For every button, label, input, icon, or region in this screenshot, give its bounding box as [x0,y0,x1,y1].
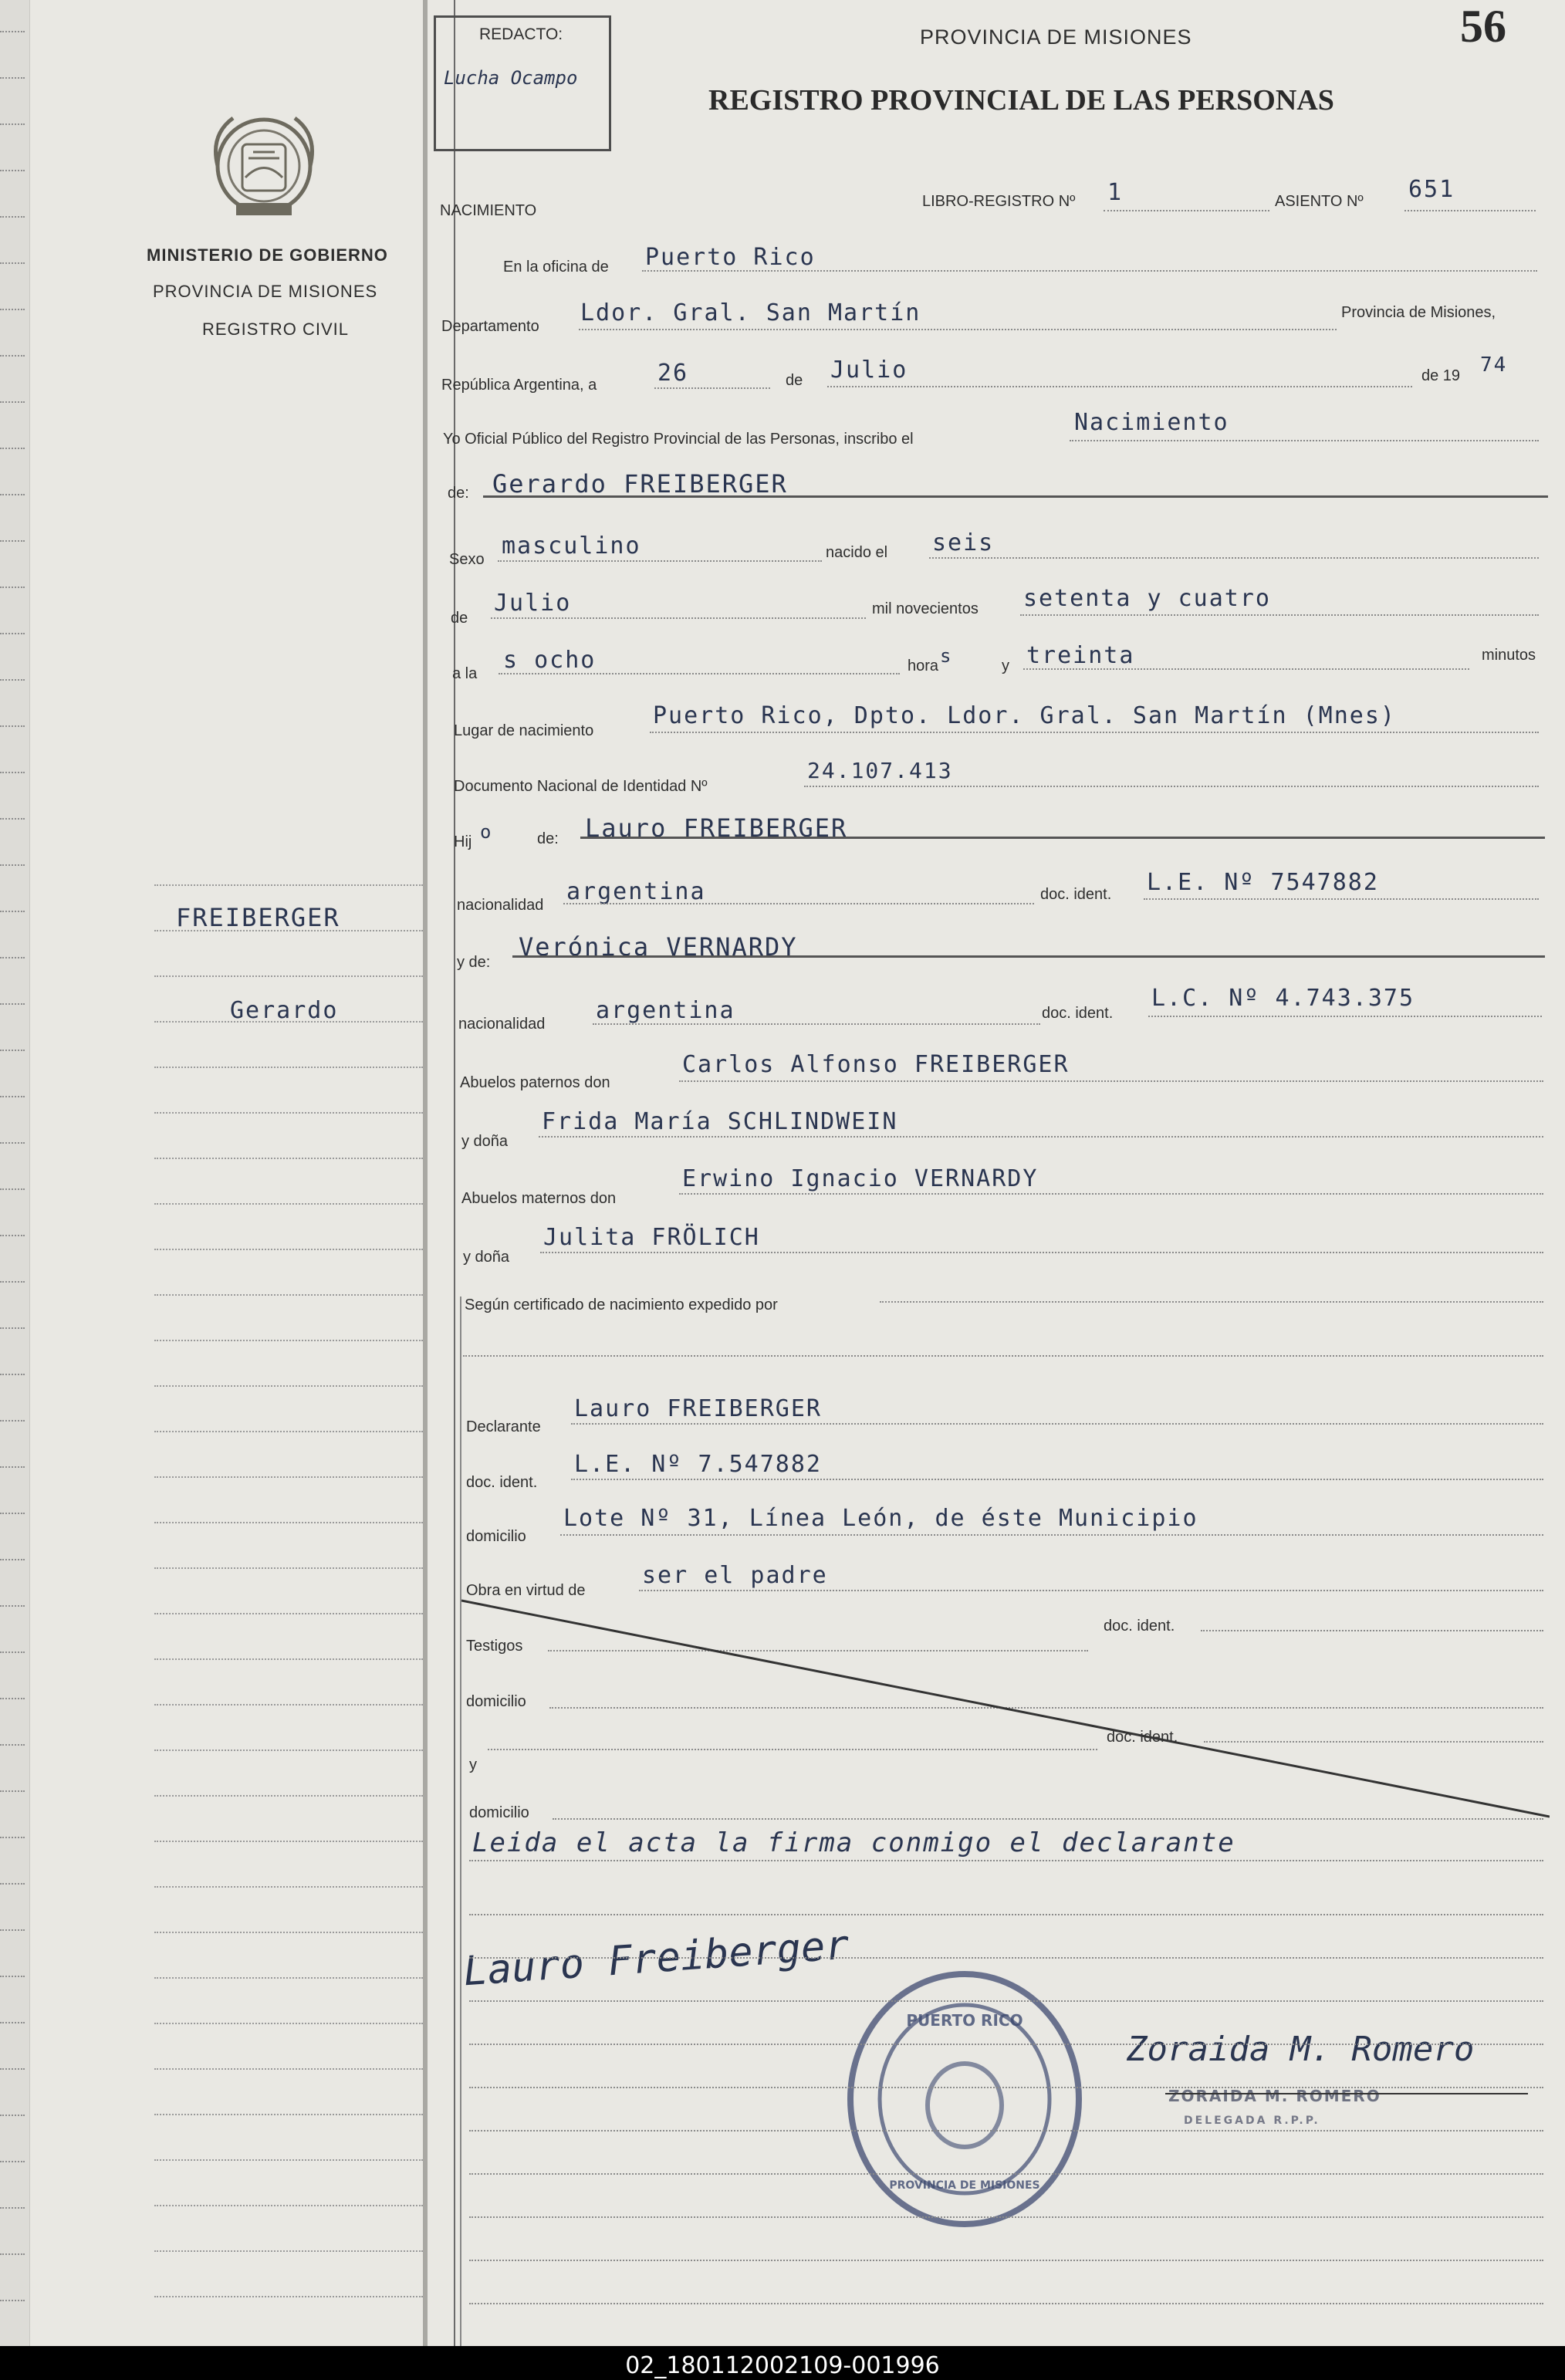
strip-dotted-line [0,77,25,79]
margin-dotted-line [154,1522,423,1523]
margin-dotted-line [154,1249,423,1250]
ministry-line2: PROVINCIA DE MISIONES [153,282,378,301]
t-y-label: y [469,1756,477,1773]
strip-dotted-line [0,633,25,634]
strip-dotted-line [0,2022,25,2023]
strip-dotted-line [0,540,25,542]
form-dotted-line [469,2216,1543,2218]
abuelo-mat-value: Erwino Ignacio VERNARDY [682,1165,1039,1192]
ydona-pat-label: y doña [461,1133,509,1150]
form-dotted-line [469,1957,1543,1959]
ministry-line1: MINISTERIO DE GOBIERNO [147,245,388,265]
abuela-mat-value: Julita FRÖLICH [543,1224,760,1251]
registry-title: REGISTRO PROVINCIAL DE LAS PERSONAS [708,84,1334,117]
form-dotted-line [469,1914,1543,1915]
strip-dotted-line [0,1142,25,1144]
margin-dotted-line [154,1476,423,1478]
madre-value: Verónica VERNARDY [519,932,798,962]
left-margin-strip [0,0,30,2346]
de2-label: de: [448,485,469,502]
hijo-label: Hij [454,833,472,850]
margin-dotted-line [154,1112,423,1114]
strip-dotted-line [0,1883,25,1885]
t-docident2-label: doc. ident. [1107,1729,1178,1746]
sexo-value: masculino [502,532,641,560]
strip-dotted-line [0,1466,25,1468]
oficial-text: Yo Oficial Público del Registro Provincial de las Personas, inscribo el [443,431,914,448]
redacto-label: REDACTO: [479,25,563,43]
year-value: 74 [1480,353,1508,377]
abuela-pat-value: Frida María SCHLINDWEIN [542,1108,898,1135]
de3-label: de [451,610,468,627]
docident-madre-label: doc. ident. [1042,1005,1114,1022]
a-la-label: a la [452,665,478,682]
strip-dotted-line [0,1374,25,1375]
testigos-label: Testigos [466,1638,523,1655]
abuelos-mat-label: Abuelos maternos don [461,1190,617,1207]
domicilio-value: Lote Nº 31, Línea León, de éste Municipio [563,1505,1198,1532]
mes-value: Julio [830,357,908,384]
strip-dotted-line [0,725,25,727]
strip-dotted-line [0,2300,25,2301]
strip-dotted-line [0,1698,25,1699]
declarante-value: Lauro FREIBERGER [574,1395,822,1422]
hijo-suffix: o [480,821,493,843]
official-signature: Zoraida M. Romero [1127,2030,1475,2069]
dia-value: 26 [657,360,689,387]
strip-dotted-line [0,1976,25,1977]
strip-dotted-line [0,494,25,495]
margin-dotted-line [154,2068,423,2070]
strip-dotted-line [0,2253,25,2255]
official-seal-icon [841,1968,1096,2238]
margin-dotted-line [154,2250,423,2252]
asiento-label: ASIENTO Nº [1275,193,1364,210]
strip-dotted-line [0,2115,25,2116]
abuelos-pat-label: Abuelos paternos don [460,1074,610,1091]
hora-label: hora [908,658,939,674]
form-dotted-line [469,2303,1543,2304]
strip-dotted-line [0,1096,25,1097]
margin-dotted-line [154,1158,423,1159]
obra-label: Obra en virtud de [466,1582,586,1599]
margin-dotted-line [154,1340,423,1341]
domicilio-label: domicilio [466,1528,526,1545]
decl-doc-value: L.E. Nº 7.547882 [574,1451,822,1478]
margin-dotted-line [154,1431,423,1432]
yde-label: y de: [457,954,491,971]
form-dotted-line [469,2130,1543,2132]
hora-suffix: s [940,645,953,667]
departamento-label: Departamento [441,318,539,335]
strip-dotted-line [0,262,25,264]
strip-dotted-line [0,957,25,958]
strip-dotted-line [0,2207,25,2209]
declarant-signature: Lauro Freiberger [461,1922,851,1996]
strip-dotted-line [0,818,25,820]
strip-dotted-line [0,864,25,866]
oficina-value: Puerto Rico [645,244,816,271]
ydona-mat-label: y doña [463,1249,510,1266]
minutos-label: minutos [1482,647,1536,664]
redacto-box [434,15,611,151]
certificado-label: Según certificado de nacimiento expedido por [465,1296,778,1313]
strip-dotted-line [0,1420,25,1422]
padre-value: Lauro FREIBERGER [585,813,848,843]
strip-dotted-line [0,1837,25,1838]
anio-nac-value: setenta y cuatro [1023,585,1271,612]
margin-dotted-line [154,1932,423,1933]
nacido-label: nacido el [826,544,888,561]
image-code: 02_180112002109-001996 [625,2352,940,2379]
t-docident-label: doc. ident. [1104,1618,1175,1635]
margin-dotted-line [154,1704,423,1706]
nombre-value: Gerardo FREIBERGER [492,469,788,499]
margin-surname: FREIBERGER [176,903,340,932]
strip-dotted-line [0,309,25,310]
minutos-value: treinta [1026,642,1135,669]
provincia-label: Provincia de Misiones, [1341,304,1496,321]
departamento-value: Ldor. Gral. San Martín [580,299,921,326]
strip-dotted-line [0,911,25,912]
a-la-value: s ocho [503,647,597,674]
abuelo-pat-value: Carlos Alfonso FREIBERGER [682,1051,1070,1078]
nac-padre-value: argentina [566,878,706,905]
strip-dotted-line [0,2068,25,2070]
nac-madre-value: argentina [596,997,735,1024]
margin-dotted-line [154,2159,423,2161]
strip-dotted-line [0,1235,25,1236]
strip-dotted-line [0,1559,25,1560]
nacido-value: seis [932,529,995,556]
t-domicilio2-label: domicilio [469,1804,529,1821]
strip-dotted-line [0,1327,25,1329]
testigos-cross-line [461,1593,1550,1824]
t-domicilio-label: domicilio [466,1693,526,1710]
strip-dotted-line [0,1605,25,1607]
official-name: ZORAIDA M. ROMERO [1168,2087,1381,2105]
official-title: DELEGADA R.P.P. [1184,2115,1320,2127]
lugar-value: Puerto Rico, Dpto. Ldor. Gral. San Martín (Mnes) [653,702,1396,729]
lugar-label: Lugar de nacimiento [454,722,594,739]
page-fold-divider [423,0,428,2346]
strip-dotted-line [0,1281,25,1283]
margin-dotted-line [154,1385,423,1387]
doc-madre-value: L.C. Nº 4.743.375 [1151,985,1415,1012]
seal-city: PUERTO RICO [906,2011,1023,2030]
strip-dotted-line [0,1003,25,1005]
asiento-value: 651 [1408,176,1455,203]
provincial-emblem-icon [202,104,326,228]
margin-dotted-line [154,1750,423,1751]
margin-dotted-line [154,1658,423,1660]
strip-dotted-line [0,1651,25,1653]
strip-dotted-line [0,1513,25,1514]
page-number: 56 [1460,1,1506,52]
province-title: PROVINCIA DE MISIONES [920,25,1192,49]
strip-dotted-line [0,679,25,681]
margin-dotted-line [154,2296,423,2297]
margin-dotted-line [154,1613,423,1614]
section-label: NACIMIENTO [440,202,537,219]
strip-dotted-line [0,772,25,773]
mes-nac-value: Julio [494,590,572,617]
form-dotted-line [469,2173,1543,2175]
dni-label: Documento Nacional de Identidad Nº [454,778,708,795]
margin-dotted-line [154,1203,423,1205]
margin-dotted-line [154,1841,423,1842]
strip-dotted-line [0,587,25,588]
dni-value: 24.107.413 [807,758,953,783]
libro-label: LIBRO-REGISTRO Nº [922,193,1076,210]
seal-province: PROVINCIA DE MISIONES [889,2179,1040,2192]
y-label: y [1002,658,1009,674]
acto-value: Nacimiento [1074,409,1229,436]
margin-given-name: Gerardo [230,997,339,1024]
obra-value: ser el padre [642,1562,828,1589]
strip-dotted-line [0,1188,25,1190]
strip-dotted-line [0,170,25,171]
redacto-signature: Lucha Ocampo [444,67,578,89]
decl-doc-label: doc. ident. [466,1474,538,1491]
republica-label: República Argentina, a [441,377,597,394]
margin-dotted-line [154,2114,423,2115]
sexo-label: Sexo [449,551,485,568]
margin-dotted-line [154,1567,423,1569]
mil-label: mil novecientos [872,600,979,617]
doc-padre-value: L.E. Nº 7547882 [1147,869,1379,896]
closing-text: Leida el acta la firma conmigo el declarante [472,1827,1235,1858]
oficina-label: En la oficina de [503,259,609,276]
form-dotted-line [469,2000,1543,2002]
margin-dotted-line [154,1294,423,1296]
margin-dotted-line [154,2205,423,2206]
de-label: de [786,372,803,389]
strip-dotted-line [0,123,25,125]
docident-padre-label: doc. ident. [1040,886,1112,903]
form-dotted-line [469,2260,1543,2261]
margin-dotted-line [154,1067,423,1068]
de-year-label: de 19 [1421,367,1461,384]
declarante-label: Declarante [466,1418,541,1435]
strip-dotted-line [0,448,25,449]
strip-dotted-line [0,31,25,32]
margin-dotted-line [154,884,423,886]
nacionalidad-madre-label: nacionalidad [458,1016,546,1033]
strip-dotted-line [0,1790,25,1792]
ministry-line3: REGISTRO CIVIL [202,319,350,339]
form-dotted-line [469,2087,1543,2088]
margin-dotted-line [154,2023,423,2024]
nacionalidad-padre-label: nacionalidad [457,897,544,914]
margin-dotted-line [154,975,423,977]
strip-dotted-line [0,216,25,218]
margin-dotted-line [154,1886,423,1888]
strip-dotted-line [0,401,25,403]
libro-value: 1 [1107,179,1124,206]
margin-dotted-line [154,1977,423,1979]
strip-dotted-line [0,1050,25,1051]
de4-label: de: [537,830,559,847]
strip-dotted-line [0,1929,25,1931]
form-dotted-line [469,2044,1543,2045]
form-left-rule [454,0,455,2346]
strip-dotted-line [0,355,25,357]
margin-dotted-line [154,1795,423,1797]
strip-dotted-line [0,1744,25,1746]
strip-dotted-line [0,2161,25,2162]
